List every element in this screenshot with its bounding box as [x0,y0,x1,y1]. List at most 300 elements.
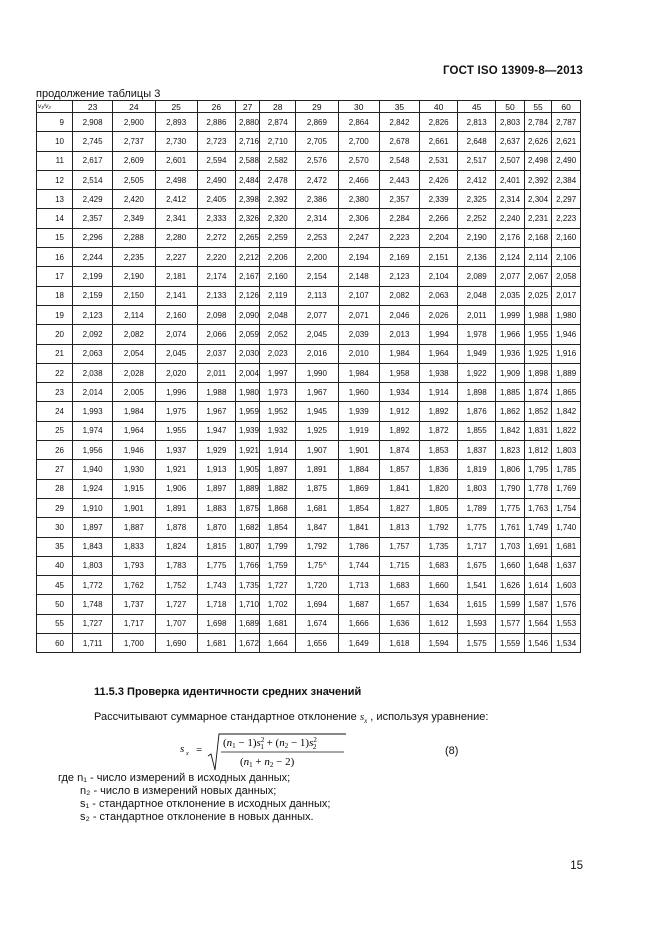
table-cell: 1,687 [338,595,379,614]
table-row [37,228,581,247]
table-cell: 1,792 [296,537,338,556]
table-cell: 1,980 [235,383,259,402]
table-cell: 2,886 [197,113,235,132]
column-header: 27 [235,101,259,113]
table-cell: 2,194 [338,248,379,267]
table-cell: 2,869 [296,113,338,132]
table-cell: 1,883 [197,498,235,517]
table-cell: 2,745 [72,132,112,151]
row-header: 17 [37,267,73,286]
table-row [37,537,581,556]
table-cell: 2,637 [496,132,525,151]
table-cell: 1,946 [552,325,581,344]
table-cell: 1,636 [379,614,419,633]
column-header: 25 [155,101,197,113]
table-cell: 1,914 [260,441,296,460]
table-cell: 1,812 [524,441,552,460]
table-cell: 2,626 [524,132,552,151]
table-cell: 2,090 [235,305,259,324]
table-cell: 1,637 [552,556,581,575]
svg-text:s: s [180,743,185,755]
table-cell: 2,570 [338,151,379,170]
table-cell: 1,744 [338,556,379,575]
table-cell: 1,921 [155,460,197,479]
table-cell: 1,901 [338,441,379,460]
row-header: 45 [37,576,73,595]
table-cell: 2,314 [496,190,525,209]
table-cell: 1,683 [379,576,419,595]
table-cell: 1,710 [235,595,259,614]
table-cell: 1,934 [379,383,419,402]
table-cell: 2,058 [552,267,581,286]
table-row [37,498,581,517]
table-cell: 2,181 [155,267,197,286]
table-cell: 2,737 [113,132,155,151]
row-header: 35 [37,537,73,556]
table-cell: 2,141 [155,286,197,305]
table-cell: 1,936 [496,344,525,363]
table-row [37,363,581,382]
table-cell: 1,960 [338,383,379,402]
table-cell: 2,265 [235,228,259,247]
table-cell: 1,973 [260,383,296,402]
table-cell: 1,857 [379,460,419,479]
table-cell: 2,678 [379,132,419,151]
table-cell: 2,621 [552,132,581,151]
table-cell: 2,114 [524,248,552,267]
table-cell: 2,223 [379,228,419,247]
table-row [37,305,581,324]
table-cell: 2,380 [338,190,379,209]
table-cell: 1,841 [338,518,379,537]
table-cell: 2,490 [197,170,235,189]
intro-paragraph [94,711,488,725]
table-cell: 2,133 [197,286,235,305]
table-cell: 1,717 [113,614,155,633]
definition-s1: s₁ - стандартное отклонение в исходных данных; [80,798,331,810]
table-cell: 1,612 [420,614,458,633]
table-cell: 1,892 [420,402,458,421]
table-cell: 2,114 [113,305,155,324]
table-cell: 2,212 [235,248,259,267]
table-cell: 1,889 [552,363,581,382]
table-cell: 1,855 [458,421,496,440]
table-cell: 2,038 [72,363,112,382]
table-cell: 1,939 [338,402,379,421]
table-cell: 2,716 [235,132,259,151]
intro-text-end: , используя уравнение: [367,711,489,723]
svg-text:=: = [196,744,203,756]
table-cell: 1,675 [458,556,496,575]
table-row [37,344,581,363]
table-cell: 1,824 [155,537,197,556]
table-row [37,402,581,421]
table-cell: 2,874 [260,113,296,132]
row-header: 13 [37,190,73,209]
table-cell: 2,066 [197,325,235,344]
table-cell: 2,160 [260,267,296,286]
critical-values-table [36,100,581,653]
table-cell: 1,778 [524,479,552,498]
table-cell: 2,067 [524,267,552,286]
table-cell: 2,908 [72,113,112,132]
table-cell: 2,505 [113,170,155,189]
table-cell: 1,993 [72,402,112,421]
table-cell: 2,223 [552,209,581,228]
table-cell: 1,564 [524,614,552,633]
table-cell: 1,909 [496,363,525,382]
table-cell: 1,752 [155,576,197,595]
table-cell: 2,864 [338,113,379,132]
table-cell: 1,827 [379,498,419,517]
row-header: 29 [37,498,73,517]
table-cell: 1,833 [113,537,155,556]
table-cell: 1,889 [235,479,259,498]
table-cell: 2,531 [420,151,458,170]
table-cell: 1,666 [338,614,379,633]
table-cell: 2,341 [155,209,197,228]
table-cell: 1,807 [235,537,259,556]
table-cell: 2,784 [524,113,552,132]
table-cell: 1,967 [197,402,235,421]
table-cell: 2,514 [72,170,112,189]
row-header: 10 [37,132,73,151]
table-cell: 1,852 [524,402,552,421]
table-cell: 1,874 [379,441,419,460]
table-cell: 2,339 [420,190,458,209]
column-header: 40 [420,101,458,113]
table-cell: 1,862 [496,402,525,421]
table-cell: 2,325 [458,190,496,209]
table-cell: 2,661 [420,132,458,151]
table-cell: 1,735 [235,576,259,595]
table-cell: 1,763 [524,498,552,517]
table-cell: 1,660 [496,556,525,575]
table-cell: 2,320 [260,209,296,228]
table-cell: 1,915 [113,479,155,498]
table-cell: 1,938 [420,363,458,382]
table-cell: 1,657 [379,595,419,614]
table-cell: 1,913 [197,460,235,479]
table-cell: 2,113 [296,286,338,305]
row-header: 9 [37,113,73,132]
table-cell: 1,925 [524,344,552,363]
table-caption: продолжение таблицы 3 [36,88,161,100]
table-cell: 2,429 [72,190,112,209]
row-header: 14 [37,209,73,228]
column-header: 28 [260,101,296,113]
table-cell: 1,901 [113,498,155,517]
table-cell: 1,577 [496,614,525,633]
table-cell: 2,548 [379,151,419,170]
row-header: 20 [37,325,73,344]
table-cell: 1,898 [524,363,552,382]
table-cell: 2,272 [197,228,235,247]
table-cell: 1,575 [458,634,496,653]
table-cell: 1,713 [338,576,379,595]
table-cell: 1,874 [524,383,552,402]
table-cell: 1,576 [552,595,581,614]
table-cell: 2,730 [155,132,197,151]
table-cell: 2,045 [155,344,197,363]
table-row [37,576,581,595]
table-cell: 1,690 [155,634,197,653]
table-cell: 2,011 [458,305,496,324]
table-cell: 1,761 [496,518,525,537]
table-cell: 2,169 [379,248,419,267]
table-cell: 1,803 [72,556,112,575]
column-header: 55 [524,101,552,113]
table-cell: 1,803 [458,479,496,498]
column-header: 30 [338,101,379,113]
table-cell: 1,681 [197,634,235,653]
table-cell: 1,940 [72,460,112,479]
table-cell: 1,854 [260,518,296,537]
table-cell: 2,017 [552,286,581,305]
definition-n2: n₂ - число в измерений новых данных; [80,785,277,797]
table-cell: 1,932 [260,421,296,440]
table-cell: 2,159 [72,286,112,305]
page-number: 15 [570,860,583,872]
table-cell: 1,847 [296,518,338,537]
table-cell: 2,063 [72,344,112,363]
table-cell: 2,412 [155,190,197,209]
table-cell: 1,919 [338,421,379,440]
table-cell: 2,011 [197,363,235,382]
table-cell: 2,266 [420,209,458,228]
column-header: 35 [379,101,419,113]
table-cell: 1,603 [552,576,581,595]
table-cell: 1,947 [197,421,235,440]
table-row [37,460,581,479]
svg-text:(n1 − 1)s21 + (n2 − 1)s22: $(n1 - 1)s^2$ $1 + (n2 - 1)s^2$ 2 [223,736,317,751]
table-cell: 2,028 [113,363,155,382]
table-row [37,209,581,228]
table-cell: 1,937 [155,441,197,460]
table-cell: 1,664 [260,634,296,653]
table-cell: 1,823 [496,441,525,460]
table-cell: 1,691 [524,537,552,556]
table-row [37,479,581,498]
table-cell: 1,775 [496,498,525,517]
table-cell: 1,988 [197,383,235,402]
table-cell: 2,803 [496,113,525,132]
table-cell: 1,891 [296,460,338,479]
table-cell: 2,154 [296,267,338,286]
table-cell: 1,698 [197,614,235,633]
table-cell: 1,869 [338,479,379,498]
table-cell: 2,296 [72,228,112,247]
table-cell: 1,786 [338,537,379,556]
table-cell: 2,426 [420,170,458,189]
table-cell: 2,826 [420,113,458,132]
table-cell: 1,897 [197,479,235,498]
table-cell: 1,939 [235,421,259,440]
table-cell: 1,587 [524,595,552,614]
table-cell: 1,660 [420,576,458,595]
table-cell: 2,035 [496,286,525,305]
table-cell: 2,517 [458,151,496,170]
table-cell: 1,759 [260,556,296,575]
table-cell: 2,014 [72,383,112,402]
table-cell: 1,891 [155,498,197,517]
table-cell: 1,946 [113,441,155,460]
table-cell: 2,104 [420,267,458,286]
table-cell: 2,016 [296,344,338,363]
table-cell: 1,681 [296,498,338,517]
column-header: 26 [197,101,235,113]
table-cell: 2,576 [296,151,338,170]
table-cell: 2,204 [420,228,458,247]
table-cell: 1,593 [458,614,496,633]
table-cell: 2,253 [296,228,338,247]
table-cell: 1,775 [458,518,496,537]
column-header: 23 [72,101,112,113]
table-cell: 1,916 [552,344,581,363]
table-cell: 1,534 [552,634,581,653]
row-header: 30 [37,518,73,537]
table-cell: 2,900 [113,113,155,132]
table-cell: 2,601 [155,151,197,170]
table-cell: 2,333 [197,209,235,228]
table-cell: 1,964 [420,344,458,363]
table-cell: 2,160 [552,228,581,247]
table-cell: 1,910 [72,498,112,517]
column-header: 50 [496,101,525,113]
row-header: 60 [37,634,73,653]
table-cell: 1,707 [155,614,197,633]
table-cell: 1,897 [260,460,296,479]
table-cell: 2,405 [197,190,235,209]
table-cell: 2,071 [338,305,379,324]
table-cell: 2,490 [552,151,581,170]
table-cell: 2,259 [260,228,296,247]
table-cell: 1,841 [379,479,419,498]
table-cell: 2,123 [72,305,112,324]
table-cell: 1,792 [420,518,458,537]
table-cell: 1,790 [496,479,525,498]
table-cell: 2,082 [379,286,419,305]
table-cell: 1,837 [458,441,496,460]
table-cell: 1,854 [338,498,379,517]
table-cell: 1,634 [420,595,458,614]
table-cell: 1,783 [155,556,197,575]
table-cell: 2,297 [552,190,581,209]
table-cell: 1,930 [113,460,155,479]
table-cell: 1,546 [524,634,552,653]
table-cell: 1,799 [260,537,296,556]
table-cell: 2,098 [197,305,235,324]
table-cell: 2,357 [72,209,112,228]
table-cell: 1,994 [420,325,458,344]
table-cell: 2,306 [338,209,379,228]
table-cell: 1,820 [420,479,458,498]
table-row [37,286,581,305]
table-header-row [37,101,581,113]
pooled-sd-formula [178,732,348,772]
table-cell: 1,553 [552,614,581,633]
table-cell: 2,617 [72,151,112,170]
row-header: 19 [37,305,73,324]
table-cell: 1,727 [260,576,296,595]
table-row [37,556,581,575]
table-cell: 1,955 [524,325,552,344]
column-header: 24 [113,101,155,113]
table-cell: 2,160 [155,305,197,324]
table-cell: 2,880 [235,113,259,132]
table-row [37,113,581,132]
table-cell: 2,148 [338,267,379,286]
table-row [37,383,581,402]
table-row [37,170,581,189]
pooled-sd-symbol: $s_x$ [359,711,368,726]
table-cell: 2,023 [260,344,296,363]
row-header: 25 [37,421,73,440]
row-header: 27 [37,460,73,479]
table-cell: 2,126 [235,286,259,305]
table-cell: 1,795 [524,460,552,479]
table-row [37,634,581,653]
table-cell: 1,775 [197,556,235,575]
table-cell: 1,803 [552,441,581,460]
table-cell: 1,727 [72,614,112,633]
table-cell: 2,010 [338,344,379,363]
table-cell: 1,988 [524,305,552,324]
table-cell: 1,882 [260,479,296,498]
table-cell: 1,984 [338,363,379,382]
table-cell: 1,614 [524,576,552,595]
table-cell: 1,842 [552,402,581,421]
table-cell: 1,949 [458,344,496,363]
table-cell: 2,240 [496,209,525,228]
table-cell: 1,984 [113,402,155,421]
table-cell: 1,885 [496,383,525,402]
table-cell: 2,074 [155,325,197,344]
table-cell: 2,048 [260,305,296,324]
table-cell: 1,853 [420,441,458,460]
table-cell: 1,720 [296,576,338,595]
table-cell: 2,220 [197,248,235,267]
table-cell: 2,507 [496,151,525,170]
row-header: 22 [37,363,73,382]
table-cell: 1,925 [296,421,338,440]
table-cell: 2,005 [113,383,155,402]
table-cell: 1,966 [496,325,525,344]
table-cell: 2,231 [524,209,552,228]
table-cell: 2,107 [338,286,379,305]
row-header: 40 [37,556,73,575]
table-cell: 1,737 [113,595,155,614]
table-cell: 1,789 [458,498,496,517]
table-cell: 1,996 [155,383,197,402]
table-cell: 1,898 [458,383,496,402]
table-row [37,421,581,440]
table-cell: 1,872 [420,421,458,440]
table-cell: 1,878 [155,518,197,537]
table-cell: 1,887 [113,518,155,537]
table-cell: 2,168 [524,228,552,247]
table-cell: 1,735 [420,537,458,556]
document-code: ГОСТ ISO 13909-8—2013 [442,65,583,77]
row-header: 21 [37,344,73,363]
table-cell: 1,711 [72,634,112,653]
table-cell: 1,749 [524,518,552,537]
table-cell: 1,964 [113,421,155,440]
table-cell: 1,876 [458,402,496,421]
table-cell: 2,288 [113,228,155,247]
table-cell: 1,842 [496,421,525,440]
table-cell: 1,626 [496,576,525,595]
